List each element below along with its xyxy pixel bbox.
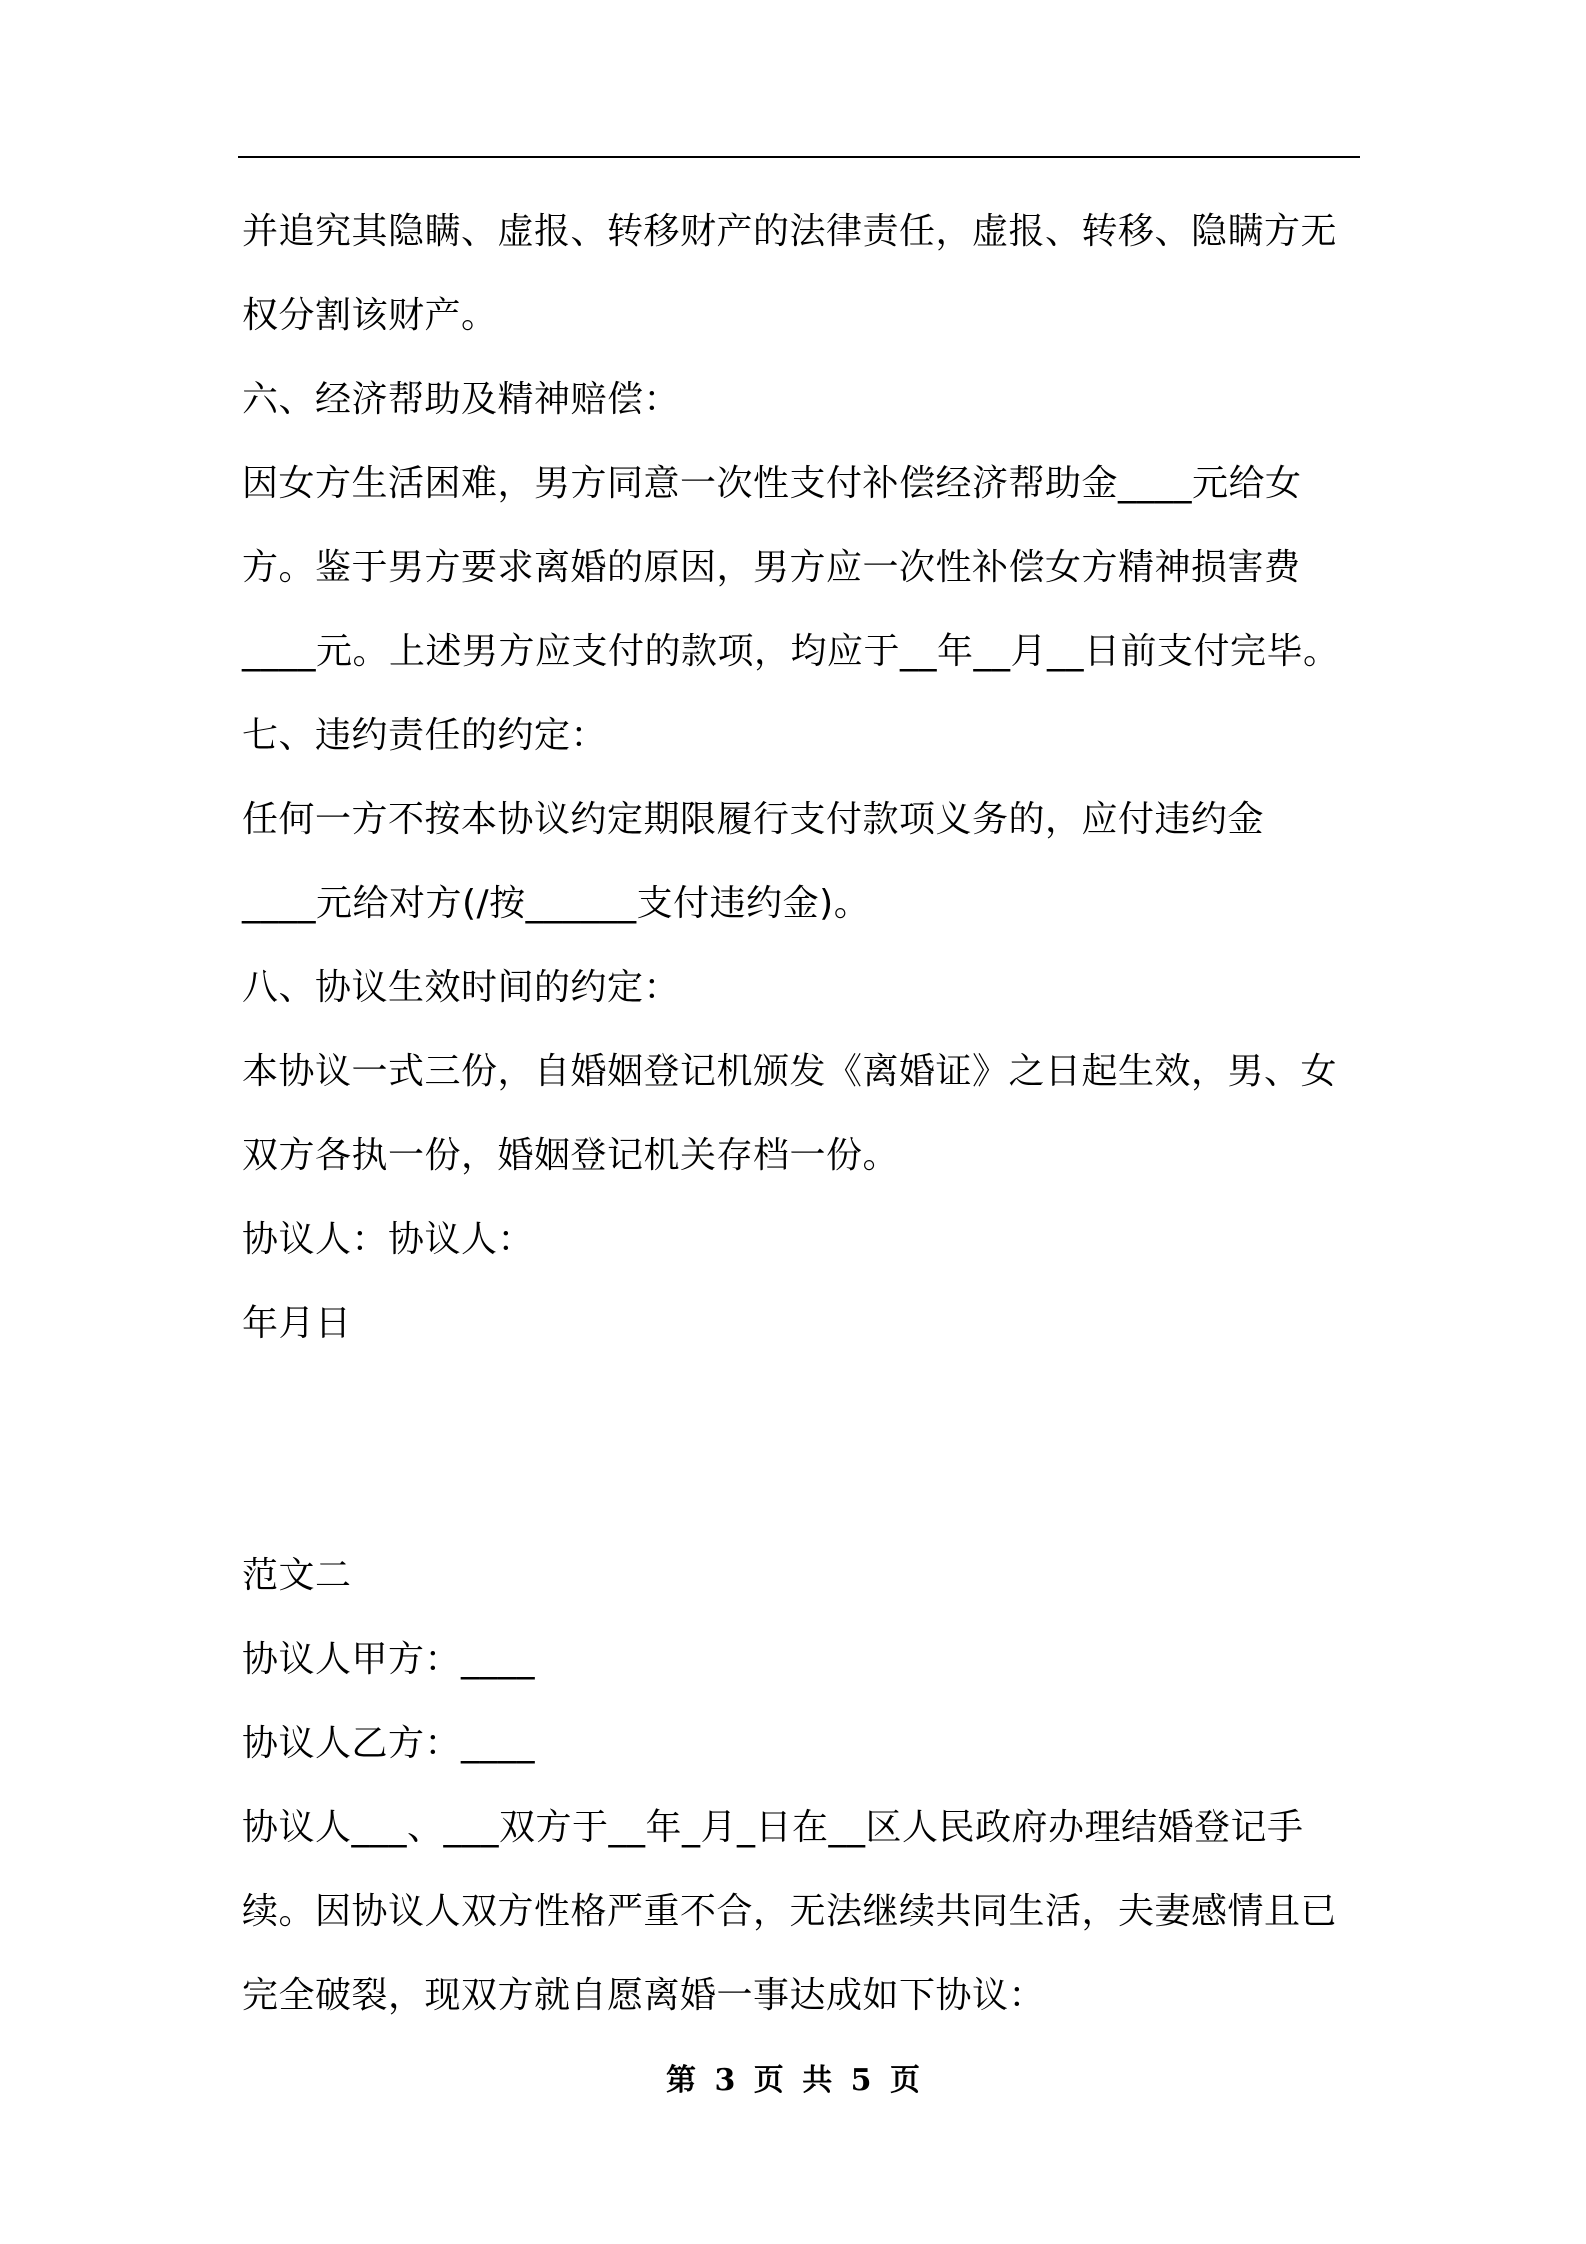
text-line: 方。鉴于男方要求离婚的原因，男方应一次性补偿女方精神损害费 bbox=[242, 547, 1301, 588]
text-line: 因女方生活困难，男方同意一次性支付补偿经济帮助金____元给女 bbox=[242, 463, 1302, 504]
text-line: 任何一方不按本协议约定期限履行支付款项义务的，应付违约金 bbox=[242, 799, 1265, 840]
text-line: ____元。上述男方应支付的款项，均应于__年__月__日前支付完毕。 bbox=[242, 631, 1340, 672]
text-line: 续。因协议人双方性格严重不合，无法继续共同生活，夫妻感情且已 bbox=[242, 1891, 1338, 1932]
text-line: 本协议一式三份，自婚姻登记机颁发《离婚证》之日起生效，男、女 bbox=[242, 1051, 1338, 1092]
section-heading: 七、违约责任的约定： bbox=[242, 715, 608, 756]
signature-line: 协议人：协议人： bbox=[242, 1219, 535, 1260]
text-line: ____元给对方(/按______支付违约金)。 bbox=[242, 883, 871, 924]
party-a-line: 协议人甲方：____ bbox=[242, 1639, 536, 1680]
spacer bbox=[242, 1366, 1372, 1534]
section-heading: 六、经济帮助及精神赔偿： bbox=[242, 379, 681, 420]
text-line: 完全破裂，现双方就自愿离婚一事达成如下协议： bbox=[242, 1975, 1046, 2016]
text-line: 权分割该财产。 bbox=[242, 295, 498, 336]
page-number-footer: 第 3 页 共 5 页 bbox=[666, 2063, 920, 2098]
header-rule bbox=[238, 156, 1360, 158]
text-line: 协议人___、___双方于__年_月_日在__区人民政府办理结婚登记手 bbox=[242, 1807, 1304, 1848]
document-body bbox=[242, 190, 1372, 2038]
sample-title: 范文二 bbox=[242, 1555, 352, 1596]
date-line: 年月日 bbox=[242, 1303, 352, 1344]
text-line: 双方各执一份，婚姻登记机关存档一份。 bbox=[242, 1135, 900, 1176]
party-b-line: 协议人乙方：____ bbox=[242, 1723, 536, 1764]
section-heading: 八、协议生效时间的约定： bbox=[242, 967, 681, 1008]
text-line: 并追究其隐瞒、虚报、转移财产的法律责任，虚报、转移、隐瞒方无 bbox=[242, 211, 1338, 252]
